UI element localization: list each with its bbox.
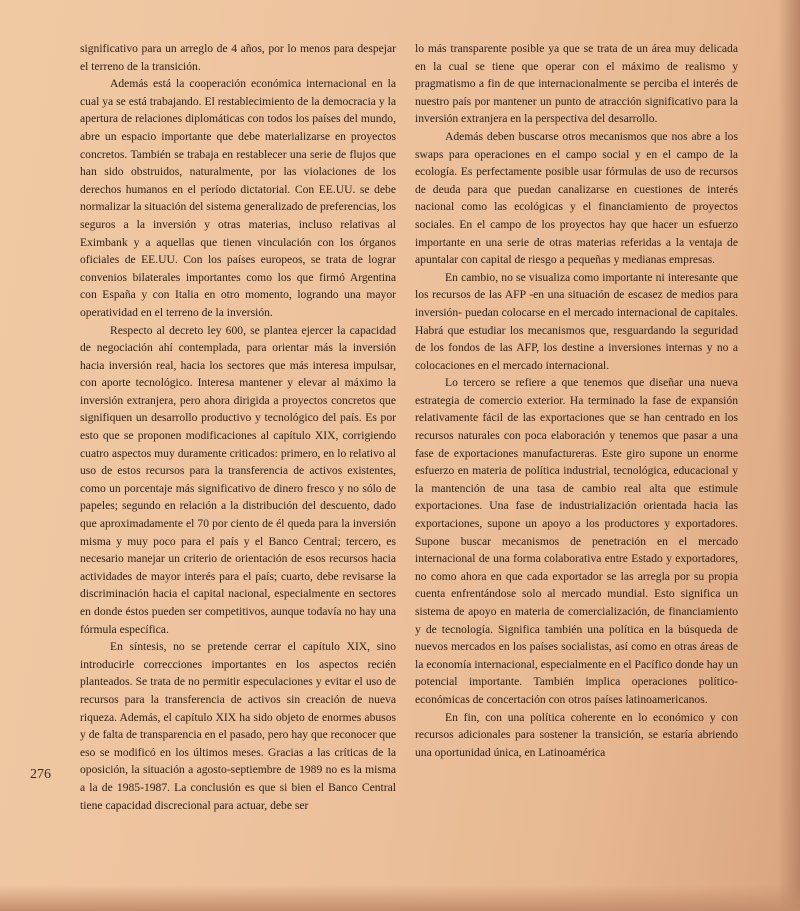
left-paragraph-4: En síntesis, no se pretende cerrar el capítulo XIX, sino introducirle correcciones importantes en los aspectos recién planteados. Se trata de no permitir especulaciones y evitar el uso de recursos para la transferencia de activos sin creación de nueva riqueza. Además, el capítulo XIX ha sido objeto de enormes abusos y de falta de transparencia en el pasado, pero hay que reconocer que eso se modificó en los últimos meses. Gracias a las críticas de la oposición, la situación a agosto-septiembre de 1989 no es la misma a la de 1985-1987. La conclusión es que si bien el Banco Central tiene capacidad discrecional para actuar, debe ser	[80, 640, 396, 812]
left-paragraph-2: Además está la cooperación económica internacional en la cual ya se está trabajando. El restablecimiento de la democracia y la apertura de relaciones diplomáticas con todos los países del mundo, abre un espacio importante que debe materializarse en proyectos concretos. También se trabaja en restablecer una serie de flujos que han sido obstruidos, naturalmente, por las violaciones de los derechos humanos en el período dictatorial. Con EE.UU. se debe normalizar la situación del sistema generalizado de preferencias, los seguros a la inversión y otras materias, incluso relativas al Eximbank y a aquellas que tienen vinculación con los órganos oficiales de EE.UU. Con los países europeos, se trata de lograr convenios bilaterales importantes como los que firmó Argentina con España y con Italia en otro momento, logrando una mayor operatividad en el terreno de la inversión.	[80, 77, 396, 319]
left-paragraph-1: significativo para un arreglo de 4 años, por lo menos para despejar el terreno de la transición.	[80, 42, 396, 73]
right-paragraph-2: Además deben buscarse otros mecanismos que nos abre a los swaps para operaciones en el campo social y en el campo de la ecología. Es perfectamente posible usar fórmulas de uso de recursos de deuda para que puedan canalizarse en cuestiones de interés nacional como las ecológicas y el financiamiento de proyectos sociales. En el campo de los proyectos hay que hacer un esfuerzo importante en una serie de otras materias referidas a la ventaja de apuntalar con capital de riesgo a pequeñas y medianas empresas.	[415, 129, 738, 267]
page-edge-shadow-bottom	[0, 885, 800, 911]
right-paragraph-4: Lo tercero se refiere a que tenemos que diseñar una nueva estrategia de comercio exterior. Ha terminado la fase de expansión relativamente fácil de las exportaciones que se han centrado en los recursos naturales con poca elaboración y tenemos que pasar a una fase de exportaciones manufactureras. Este giro supone un enorme esfuerzo en materia de política industrial, tecnológica, educacional y la mantención de una tasa de cambio real alta que estimule exportaciones. Una fase de industrialización orientada hacia las exportaciones, supone un apoyo a los productores y exportadores. Supone buscar mecanismos de penetración en el mercado internacional de una forma colaborativa entre Estado y exportadores, no como ahora en que cada exportador se las arregla por su propia cuenta enfrentándose solo al mercado mundial. Esto significa un sistema de apoyo en materia de comercialización, de financiamiento y de tecnología. Significa también una política en la búsqueda de nuevos mercados en los países socialistas, así como en otras áreas de la economía internacional, especialmente en el Pacífico donde hay un potencial importante. También implica operaciones político-económicas de concertación con otros países latinoamericanos.	[415, 376, 738, 706]
right-paragraph-3: En cambio, no se visualiza como importante ni interesante que los recursos de las AFP -en una situación de escasez de medios para inversión- puedan colocarse en el mercado internacional de capitales. Habrá que estudiar los mecanismos que, resguardando la seguridad de los fondos de las AFP, los destine a inversiones internas y no a colocaciones en el mercado internacional.	[415, 270, 738, 372]
right-column	[415, 40, 738, 761]
page-number: 276	[30, 767, 51, 782]
right-paragraph-5: En fin, con una política coherente en lo económico y con recursos adicionales para sostener la transición, se estaría abriendo una oportunidad única, en Latinoamérica	[415, 710, 738, 759]
left-paragraph-3: Respecto al decreto ley 600, se plantea ejercer la capacidad de negociación ahí contemplada, para orientar más la inversión hacia inversión real, hacia los sectores que más interesa impulsar, con aporte tecnológico. Interesa mantener y elevar al máximo la inversión extranjera, pero ahora dirigida a proyectos concretos que signifiquen un desarrollo productivo y tecnológico del país. Es por esto que se proponen modificaciones al capítulo XIX, corrigiendo cuatro aspectos muy duramente criticados: primero, en lo relativo al uso de estos recursos para la transferencia de activos existentes, como un porcentaje más significativo de dinero fresco y no sólo de papeles; segundo en relación a la distribución del descuento, dado que aproximadamente el 70 por ciento de él queda para la inversión misma y muy poco para el país y el Banco Central; tercero, es necesario manejar un criterio de orientación de esos recursos hacia actividades de mayor interés para el país; cuarto, debe revisarse la discriminación hacia el capital nacional, especialmente en sectores en donde éstos pueden ser competitivos, aunque todavía no hay una fórmula específica.	[80, 323, 396, 636]
page-edge-shadow-right	[778, 0, 800, 911]
left-column	[80, 40, 396, 814]
right-paragraph-1: lo más transparente posible ya que se trata de un área muy delicada en la cual se tiene que operar con el máximo de realismo y pragmatismo a fin de que internacionalmente se perciba el interés de nuestro país por mantener un punto de atracción significativo para la inversión extranjera en la perspectiva del desarrollo.	[415, 42, 738, 126]
